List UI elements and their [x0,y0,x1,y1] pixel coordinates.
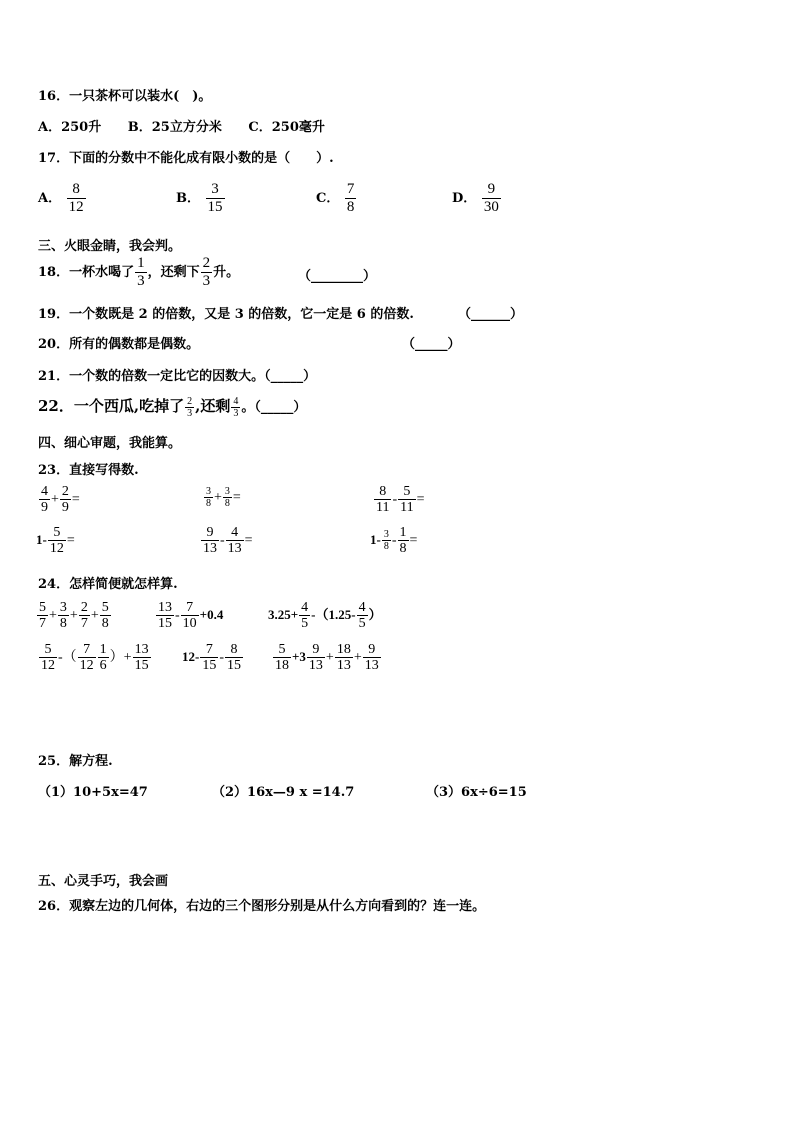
fraction: $\frac{9}{13}$ [364,642,379,673]
fraction: $\frac{5}{8}$ [101,600,109,631]
expression: $\frac{4}{9}$ + $\frac{2}{9}$ = [41,484,80,515]
question-18 [38,255,239,290]
expression: $\frac{5}{12}$ -（ $\frac{7}{12}$ $\frac{1}{6}$ ）+ $\frac{13}{15}$ [41,642,149,673]
option-label: C． [316,191,340,206]
question-17: 17．下面的分数中不能化成有限小数的是（ ）. [38,151,334,166]
question-17-options [38,181,558,221]
question-16: 16．一只茶杯可以装水( )。 [38,89,212,104]
q18-text-2: ，还剩下 [147,265,200,280]
fraction: $\frac{8}{12}$ [68,181,84,215]
fraction: $\frac{7}{15}$ [202,642,217,673]
q18-text-1: 18．一杯水喝了 [38,265,135,280]
option-label: A． [38,191,62,206]
fraction: $\frac{13}{15}$ [158,600,172,631]
question-19: 19．一个数既是 2 的倍数，又是 3 的倍数，它一定是 6 的倍数. [38,307,414,322]
fraction: $\frac{2}{7}$ [80,600,88,631]
expression: $\frac{13}{15}$ - $\frac{7}{10}$ +0.4 [158,600,224,631]
question-22 [38,395,306,419]
fraction: $\frac{3}{8}$ [206,486,211,509]
fraction: $\frac{9}{13}$ [308,642,323,673]
question-20: 20．所有的偶数都是偶数。 [38,337,200,352]
equation-1: （1）10+5x=47 [38,785,148,800]
fraction: $\frac{3}{8}$ [383,529,389,552]
option-b: B．25立方分米 [127,120,222,135]
fraction: $\frac{4}{13}$ [227,525,242,556]
option-c: C．250毫升 [248,120,325,135]
equation-2: （2）16x—9 x =14.7 [212,785,355,800]
option-label: B． [176,191,200,206]
question-26: 26．观察左边的几何体，右边的三个图形分别是从什么方向看到的？连一连。 [38,899,486,914]
fraction: $\frac{5}{12}$ [49,525,64,556]
section-3-heading: 三、火眼金睛，我会判。 [38,239,182,254]
q22-text-3: 。（_____） [241,400,307,415]
option-d [452,181,502,216]
q22-text-2: ,还剩 [195,397,231,415]
fraction: $\frac{4}{3}$ [233,395,239,419]
question-21: 21．一个数的倍数一定比它的因数大。（_____） [38,369,317,384]
question-25: 25．解方程. [38,754,113,769]
fraction: $\frac{9}{30}$ [483,181,499,215]
fraction: $\frac{2}{9}$ [61,484,69,515]
fraction: $\frac{4}{5}$ [301,600,309,631]
fraction: $\frac{5}{18}$ [275,642,289,673]
fraction: $\frac{2}{3}$ [202,255,211,289]
fraction: $\frac{7}{12}$ [79,642,94,673]
fraction: $\frac{2}{3}$ [187,395,193,419]
fraction: $\frac{3}{8}$ [224,486,230,509]
answer-bracket[interactable]: （______） [458,307,524,322]
fraction: $\frac{1}{6}$ [99,642,107,673]
fraction: $\frac{3}{15}$ [207,181,223,215]
option-a [38,181,87,216]
fraction: $\frac{5}{7}$ [39,600,46,631]
question-23: 23．直接写得数. [38,463,139,478]
fraction: $\frac{13}{15}$ [134,642,149,673]
fraction: $\frac{7}{8}$ [346,181,355,215]
expression: 1- $\frac{5}{12}$ = [36,525,75,556]
fraction: $\frac{18}{13}$ [336,642,351,673]
section-4-heading: 四、细心审题，我能算。 [38,436,182,451]
expression: 3.25+ $\frac{4}{5}$ -（1.25- $\frac{4}{5}$ ） [268,600,382,631]
option-a: A．250升 [38,120,102,135]
option-label: D． [452,191,477,206]
section-5-heading: 五、心灵手巧，我会画 [38,874,169,889]
expression: 1- $\frac{3}{8}$ - $\frac{1}{8}$ = [370,525,418,556]
expression: $\frac{8}{11}$ - $\frac{5}{11}$ = [376,484,425,515]
fraction: $\frac{4}{5}$ [358,600,366,631]
fraction: $\frac{5}{11}$ [400,484,414,515]
option-b [176,181,226,216]
fraction: $\frac{1}{3}$ [137,255,145,289]
answer-bracket[interactable]: （________） [298,269,377,284]
question-24: 24．怎样简便就怎样算. [38,577,178,592]
expression: $\frac{9}{13}$ - $\frac{4}{13}$ = [203,525,253,556]
q22-text-1: 22．一个西瓜,吃掉了 [38,397,185,415]
expression: $\frac{3}{8}$ + $\frac{3}{8}$ = [206,486,241,509]
expression: $\frac{5}{7}$ + $\frac{3}{8}$ + $\frac{2}{7}$ + $\frac{5}{8}$ [39,600,109,631]
expression: $\frac{5}{18}$ +3 $\frac{9}{13}$ + $\frac{18}{13}$ + $\frac{9}{13}$ [275,642,379,673]
fraction: $\frac{7}{10}$ [182,600,197,631]
equation-3: （3）6x÷6=15 [426,785,527,800]
fraction: $\frac{1}{8}$ [399,525,407,556]
fraction: $\frac{8}{11}$ [376,484,390,515]
fraction: $\frac{5}{12}$ [41,642,55,673]
fraction: $\frac{4}{9}$ [41,484,48,515]
question-16-options [38,116,325,135]
option-c [316,181,357,216]
expression: 12- $\frac{7}{15}$ - $\frac{8}{15}$ [182,642,242,673]
fraction: $\frac{9}{13}$ [203,525,217,556]
answer-bracket[interactable]: （_____） [402,337,461,352]
fraction: $\frac{3}{8}$ [59,600,67,631]
fraction: $\frac{8}{15}$ [227,642,242,673]
q18-text-3: 升。 [213,265,240,280]
